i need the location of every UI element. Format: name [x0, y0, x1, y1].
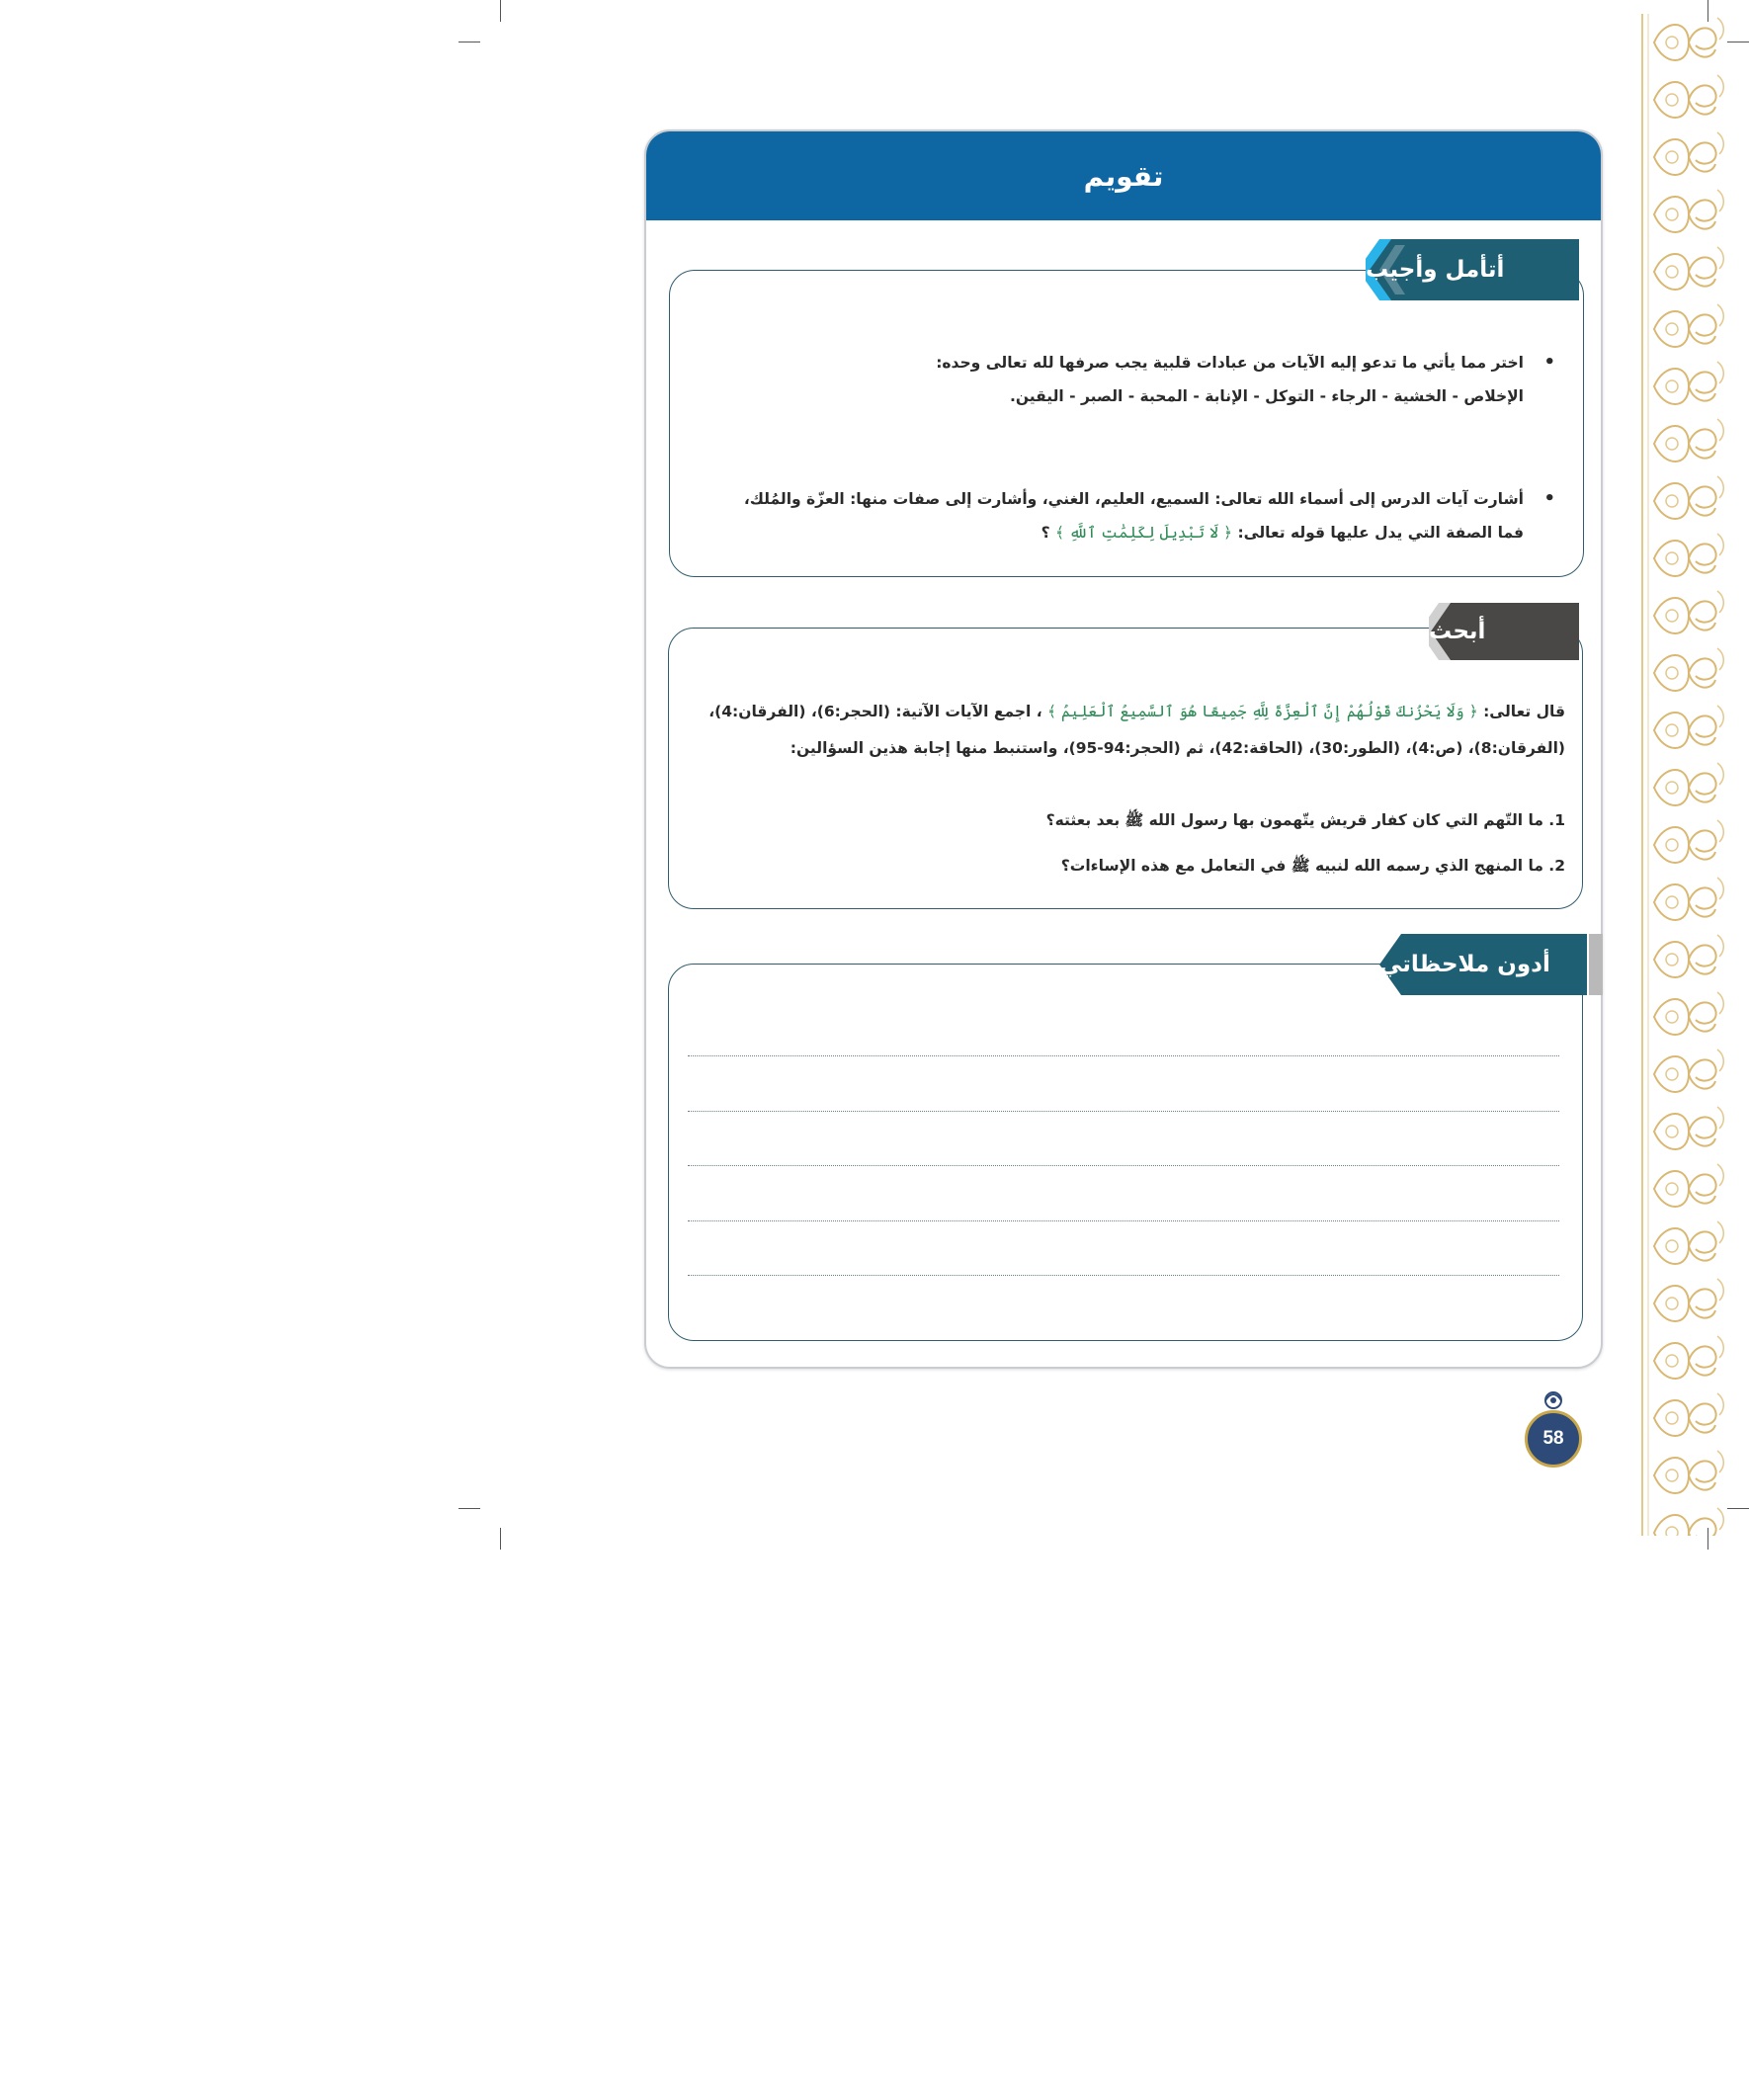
- emblem-icon: [1541, 1386, 1566, 1412]
- bullet-icon: •: [1543, 352, 1555, 373]
- research-prefix: قال تعالى:: [1483, 703, 1565, 720]
- research-instructions: [696, 694, 1565, 767]
- note-writing-line[interactable]: [688, 1165, 1559, 1166]
- bullet-icon: •: [1543, 488, 1555, 509]
- question-reflect-2: [684, 482, 1555, 549]
- research-question-2: 2. ما المنهج الذي رسمه الله لنبيه ﷺ في التعامل مع هذه الإساءات؟: [1060, 857, 1565, 875]
- quran-verse: ﴿ لَا تَبْدِيلَ لِكَلِمَٰتِ ٱللَّهِ ﴾: [1055, 524, 1233, 542]
- question-reflect-1: [842, 346, 1555, 413]
- tag-label: أتأمل وأجيب: [1366, 257, 1505, 283]
- crop-mark: [500, 0, 501, 22]
- card-header: [646, 131, 1601, 220]
- research-rest: ، اجمع الآيات الآتية: (الحجر:6)، (الفرقان:4)، (الفرقان:8)، (ص:4)، (الطور:30)، (الحاقة:42)، ثم (الحجر:94-95)، واستنبط منها إجابة هذين السؤالين:: [708, 703, 1565, 757]
- quran-verse: ﴿ وَلَا يَحْزُنكَ قَوْلُهُمْ إِنَّ ٱلْعِزَّةَ لِلَّهِ جَمِيعًا هُوَ ٱلسَّمِيعُ ٱلْعَلِيمُ ﴾: [1047, 703, 1478, 720]
- question-text: أشارت آيات الدرس إلى أسماء الله تعالى: السميع، العليم، الغني، وأشارت إلى صفات منها: العزّة والمُلك،: [743, 490, 1524, 508]
- tag-label: أدون ملاحظاتي: [1379, 952, 1550, 977]
- options-text: الإخلاص - الخشية - الرجاء - التوكل - الإنابة - المحبة - الصبر - اليقين.: [1009, 387, 1524, 405]
- question-prefix: فما الصفة التي يدل عليها قوله تعالى:: [1237, 524, 1524, 542]
- note-writing-line[interactable]: [688, 1055, 1559, 1056]
- crop-mark: [500, 1528, 501, 1550]
- reflect-answer-tag: [1366, 239, 1579, 300]
- note-writing-line[interactable]: [688, 1111, 1559, 1112]
- page-title: تقويم: [1083, 159, 1164, 193]
- notes-box: [668, 964, 1583, 1341]
- notes-tag: [1379, 934, 1603, 995]
- question-text-line2: [684, 516, 1524, 549]
- research-tag: [1429, 603, 1579, 660]
- tag-label: أبحث: [1429, 619, 1486, 644]
- question-mark: ؟: [1041, 524, 1050, 542]
- note-writing-line[interactable]: [688, 1275, 1559, 1276]
- crop-mark: [458, 1508, 480, 1509]
- ornamental-border: [1634, 14, 1733, 1536]
- page-number-badge: [1525, 1410, 1582, 1468]
- question-text: اختر مما يأتي ما تدعو إليه الآيات من عبادات قلبية يجب صرفها لله تعالى وحده:: [936, 354, 1524, 372]
- page-number: 58: [1542, 1428, 1564, 1449]
- note-writing-line[interactable]: [688, 1220, 1559, 1221]
- research-question-1: 1. ما التّهم التي كان كفار قريش يتّهمون بها رسول الله ﷺ بعد بعثته؟: [1045, 811, 1565, 829]
